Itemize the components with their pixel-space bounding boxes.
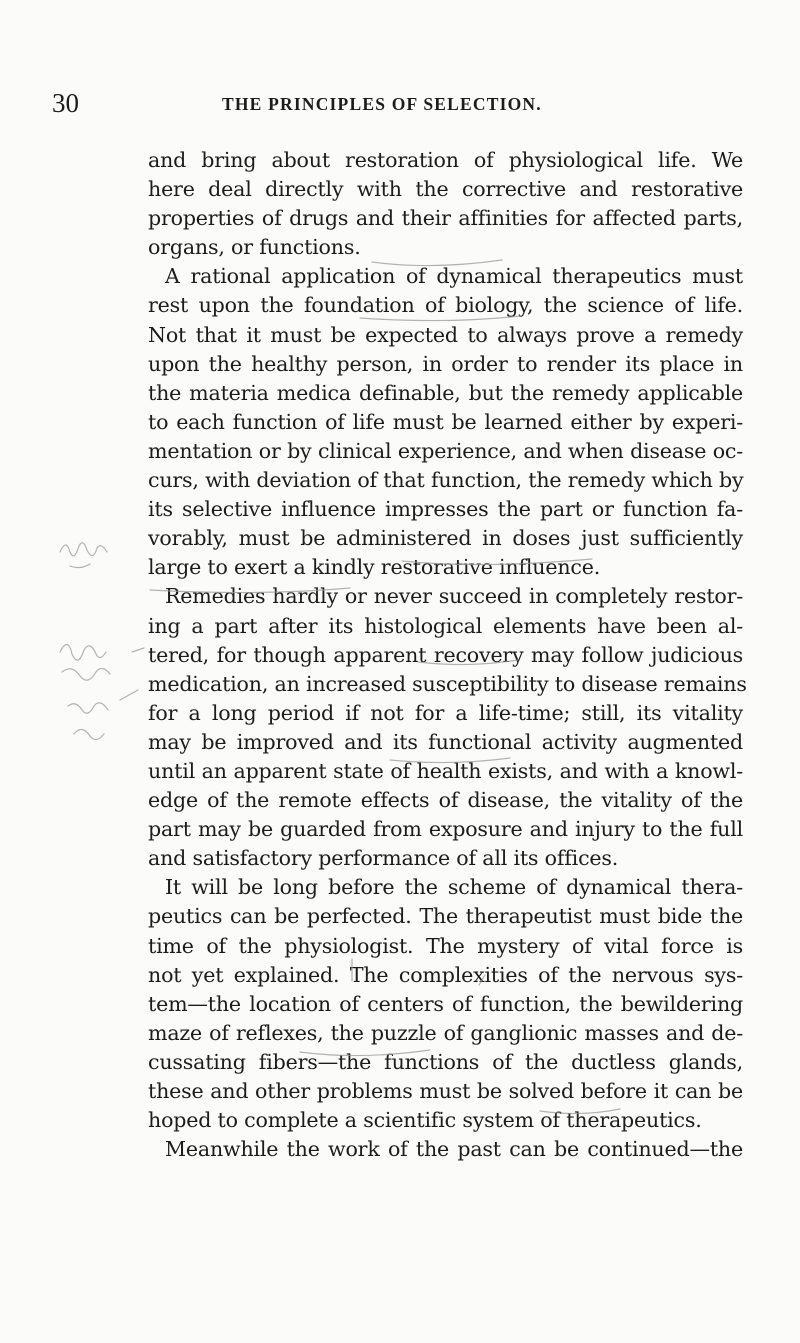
text-line: properties of drugs and their affinities for affected parts, xyxy=(148,206,743,231)
text-line: Meanwhile the work of the past can be continued—the xyxy=(165,1137,743,1162)
text-line: time of the physiologist. The mystery of vital force is xyxy=(148,933,743,958)
body-text xyxy=(148,146,747,1164)
text-line: mentation or by clinical experience, and when disease oc- xyxy=(148,438,743,463)
text-line: It will be long before the scheme of dynamical thera- xyxy=(165,875,743,900)
text-line: A rational application of dynamical therapeutics must xyxy=(165,264,743,289)
text-line: edge of the remote effects of disease, the vitality of the xyxy=(148,788,743,813)
text-line: its selective influence impresses the part or function fa- xyxy=(148,497,743,522)
text-line: and bring about restoration of physiological life. We xyxy=(148,148,743,172)
text-line: ing a part after its histological elements have been al- xyxy=(148,613,743,638)
text-line: organs, or functions. xyxy=(148,235,361,260)
running-head xyxy=(52,88,752,120)
text-line: Remedies hardly or never succeed in completely restor- xyxy=(165,584,743,609)
pencil-scribble xyxy=(60,543,107,556)
text-line: and satisfactory performance of all its offices. xyxy=(148,846,619,871)
text-line: to each function of life must be learned either by experi- xyxy=(148,409,743,434)
text-line: may be improved and its functional activity augmented xyxy=(148,729,743,754)
text-line: rest upon the foundation of biology, the science of life. xyxy=(148,293,743,318)
text-line: these and other problems must be solved before it can be xyxy=(148,1079,743,1103)
text-line: hoped to complete a scientific system of therapeutics. xyxy=(148,1108,702,1133)
text-line: part may be guarded from exposure and injury to the full xyxy=(148,817,743,842)
text-line: medication, an increased susceptibility to disease remains xyxy=(148,671,747,696)
text-line: peutics can be perfected. The therapeutist must bide the xyxy=(148,904,743,929)
text-line: tem—the location of centers of function, the bewildering xyxy=(148,991,743,1016)
text-line: tered, for though apparent recovery may follow judicious xyxy=(148,642,743,667)
page-number: 30 xyxy=(52,88,79,118)
text-line: large to exert a kindly restorative influence. xyxy=(148,555,601,580)
text-line: not yet explained. The complexities of the nervous sys- xyxy=(148,962,743,987)
text-line: the materia medica definable, but the remedy applicable xyxy=(148,380,743,405)
text-line: cussating fibers—the functions of the ductless glands, xyxy=(148,1049,743,1074)
text-line: until an apparent state of health exists, and with a knowl- xyxy=(148,758,743,783)
text-line: here deal directly with the corrective and restorative xyxy=(148,177,743,202)
text-line: for a long period if not for a life-time; still, its vitality xyxy=(148,700,743,725)
text-line: Not that it must be expected to always prove a remedy xyxy=(148,322,743,347)
text-line: vorably, must be administered in doses just sufficiently xyxy=(148,526,743,551)
text-line: curs, with deviation of that function, the remedy which by xyxy=(148,468,744,493)
text-line: upon the healthy person, in order to render its place in xyxy=(148,351,743,376)
text-line: maze of reflexes, the puzzle of ganglionic masses and de- xyxy=(148,1020,743,1045)
running-title: THE PRINCIPLES OF SELECTION. xyxy=(222,94,542,114)
